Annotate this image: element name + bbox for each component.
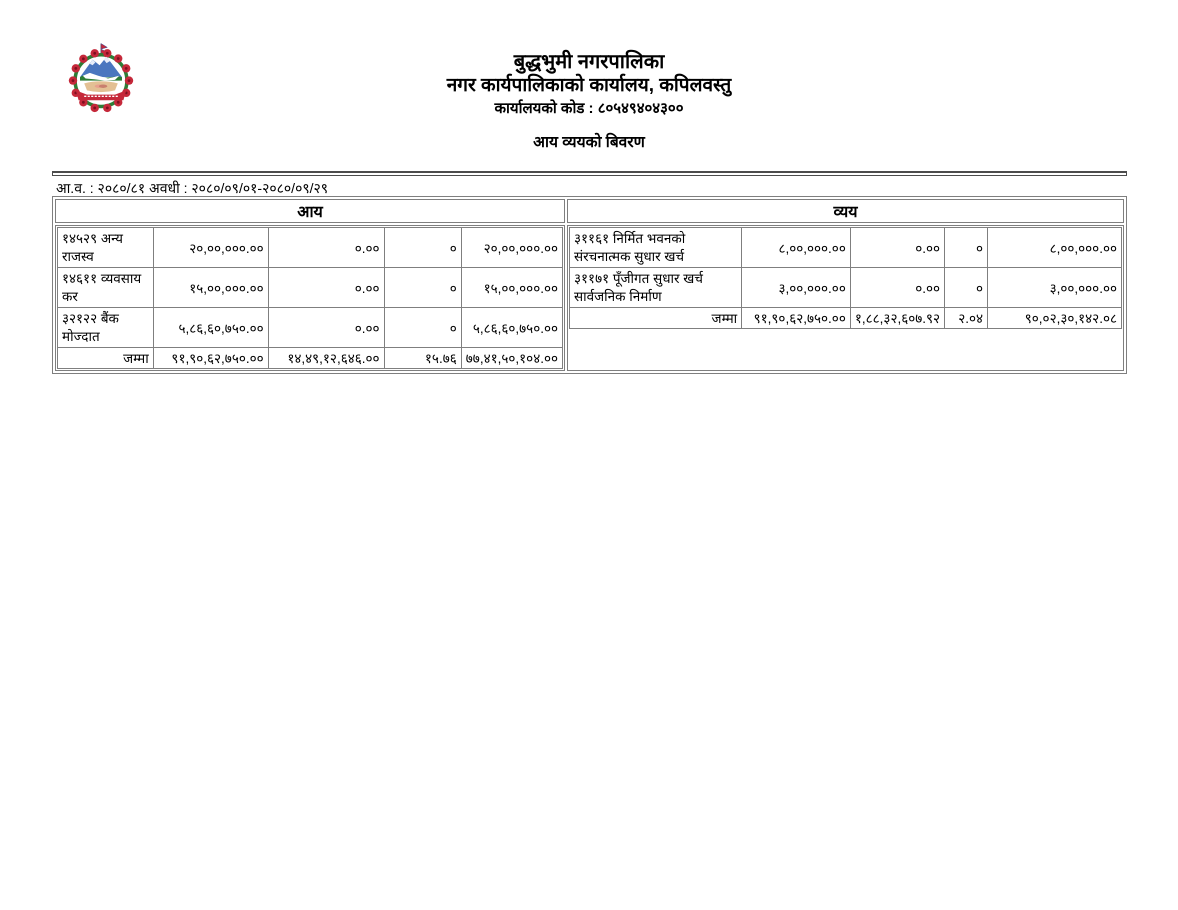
fiscal-period-text: आ.व. : २०८०/८१ अवधी : २०८०/०९/०१-२०८०/०९/२९ bbox=[56, 180, 329, 196]
cell-balance: ३,००,०००.०० bbox=[988, 268, 1122, 308]
cell-account-name: १४५२९ अन्य राजस्व bbox=[58, 228, 154, 268]
section-header-row bbox=[55, 199, 1124, 223]
table-row bbox=[570, 268, 1122, 308]
total-label: जम्मा bbox=[58, 348, 154, 369]
cell-account-name: ३२१२२ बैंक मोज्दात bbox=[58, 308, 154, 348]
cell-account-name: १४६११ व्यवसाय कर bbox=[58, 268, 154, 308]
cell-budget: १५,००,०००.०० bbox=[153, 268, 268, 308]
table-row bbox=[58, 268, 563, 308]
cell-actual: ०.०० bbox=[268, 228, 384, 268]
expenditure-total-row bbox=[570, 308, 1122, 329]
cell-balance: ५,८६,६०,७५०.०० bbox=[461, 308, 562, 348]
table-row bbox=[58, 308, 563, 348]
income-expenditure-tables bbox=[52, 196, 1127, 374]
income-total-row bbox=[58, 348, 563, 369]
cell-actual: ०.०० bbox=[268, 308, 384, 348]
cell-percent: ० bbox=[384, 308, 461, 348]
income-section-header: आय bbox=[55, 199, 565, 223]
cell-balance: ८,००,०००.०० bbox=[988, 228, 1122, 268]
total-percent: १५.७६ bbox=[384, 348, 461, 369]
total-balance: ७७,४१,५०,१०४.०० bbox=[461, 348, 562, 369]
cell-balance: २०,००,०००.०० bbox=[461, 228, 562, 268]
cell-balance: १५,००,०००.०० bbox=[461, 268, 562, 308]
office-name: नगर कार्यपालिकाको कार्यालय, कपिलवस्तु bbox=[446, 75, 732, 96]
cell-percent: ० bbox=[945, 268, 988, 308]
outer-table bbox=[52, 196, 1127, 374]
cell-actual: ०.०० bbox=[850, 268, 944, 308]
expenditure-section-header: व्यय bbox=[567, 199, 1124, 223]
total-budget: ९१,९०,६२,७५०.०० bbox=[742, 308, 851, 329]
income-section bbox=[55, 225, 565, 371]
cell-budget: २०,००,०००.०० bbox=[153, 228, 268, 268]
total-actual: १४,४९,१२,६४६.०० bbox=[268, 348, 384, 369]
cell-percent: ० bbox=[945, 228, 988, 268]
table-row bbox=[58, 228, 563, 268]
expenditure-section bbox=[567, 225, 1124, 371]
report-title: आय व्ययको बिवरण bbox=[533, 134, 645, 151]
total-budget: ९१,९०,६२,७५०.०० bbox=[153, 348, 268, 369]
cell-budget: ८,००,०००.०० bbox=[742, 228, 851, 268]
office-code: कार्यालयको कोड : ८०५४९४०४३०० bbox=[494, 100, 684, 117]
municipality-name: बुद्धभुमी नगरपालिका bbox=[513, 51, 665, 73]
cell-account-name: ३११६१ निर्मित भवनको संरचनात्मक सुधार खर्च bbox=[570, 228, 742, 268]
cell-percent: ० bbox=[384, 268, 461, 308]
cell-budget: ५,८६,६०,७५०.०० bbox=[153, 308, 268, 348]
total-label: जम्मा bbox=[570, 308, 742, 329]
cell-actual: ०.०० bbox=[268, 268, 384, 308]
total-actual: १,८८,३२,६०७.९२ bbox=[850, 308, 944, 329]
cell-budget: ३,००,०००.०० bbox=[742, 268, 851, 308]
total-balance: ९०,०२,३०,१४२.०८ bbox=[988, 308, 1122, 329]
cell-percent: ० bbox=[384, 228, 461, 268]
horizontal-rule bbox=[52, 171, 1127, 176]
income-table bbox=[57, 227, 563, 369]
total-percent: २.०४ bbox=[945, 308, 988, 329]
cell-account-name: ३११७१ पूँजीगत सुधार खर्च सार्वजनिक निर्माण bbox=[570, 268, 742, 308]
cell-actual: ०.०० bbox=[850, 228, 944, 268]
table-row bbox=[570, 228, 1122, 268]
expenditure-table bbox=[569, 227, 1122, 329]
